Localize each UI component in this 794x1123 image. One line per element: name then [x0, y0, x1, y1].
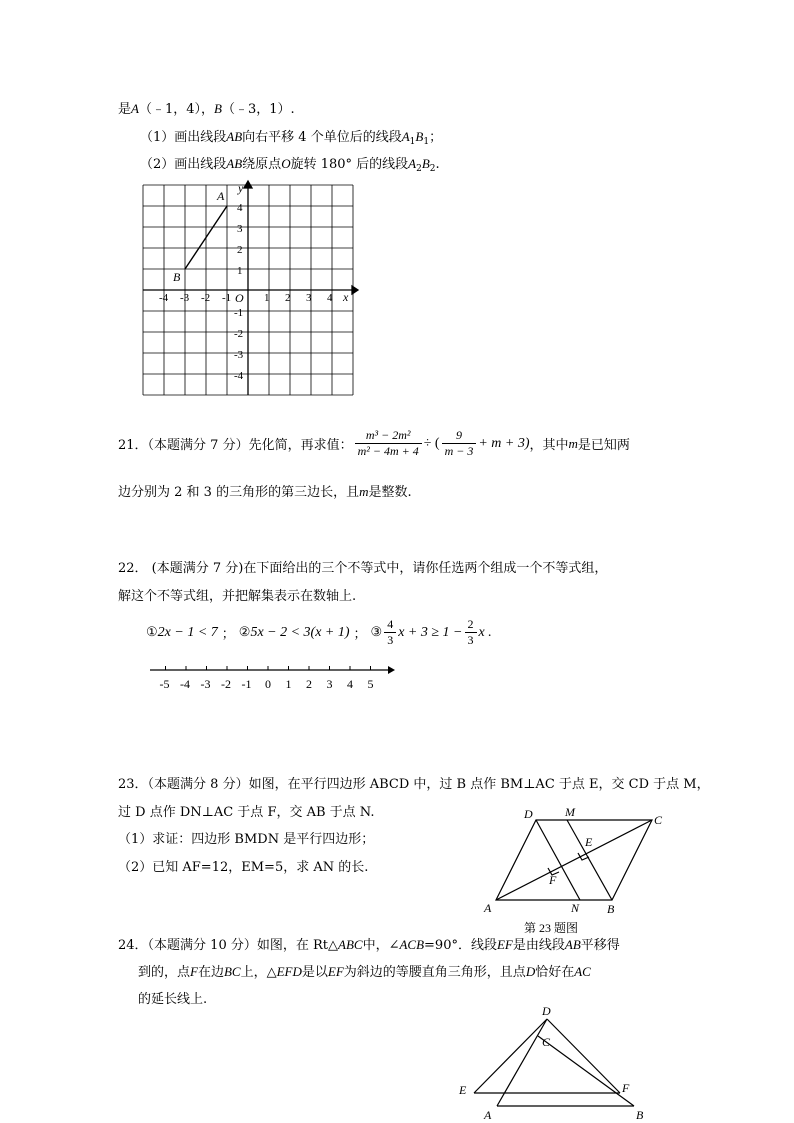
- grid-point-b-label: B: [173, 270, 181, 284]
- number-line-label: -4: [180, 677, 190, 691]
- segment-cb: [538, 1036, 634, 1106]
- q23-line1: 23．（本题满分 8 分）如图，在平行四边形 ABCD 中，过 B 点作 BM⊥AC 于点 E，交 CD 于点 M，: [118, 777, 710, 792]
- q21-fraction-2: $\frac{9}{m - 3}$: [442, 428, 477, 459]
- number-line-label: -1: [241, 677, 252, 691]
- number-line-label: 2: [306, 677, 312, 691]
- grid-y-label: y: [238, 181, 244, 195]
- q24-line1: 24．（本题满分 10 分）如图，在 Rt△ABC中，∠ACB=90°．线段EF是由线段AB平移得: [118, 937, 620, 953]
- q24-label-f: F: [622, 1081, 630, 1095]
- q23-label-n: N: [571, 901, 580, 915]
- q24-label-e: E: [459, 1083, 467, 1097]
- grid-x-tick-label: -3: [180, 292, 190, 304]
- grid-x-label: x: [343, 290, 349, 304]
- q20-part2: （2）画出线段AB绕原点O旋转 180° 后的线段$A_2B_2$.: [140, 156, 440, 174]
- grid-y-tick-label: 2: [237, 244, 243, 256]
- q21-line2: 边分别为 2 和 3 的三角形的第三边长，且m是整数.: [118, 484, 412, 500]
- grid-x-tick-label: -2: [201, 292, 211, 304]
- q24-line2: 到的，点F在边BC上，△EFD是以EF为斜边的等腰直角三角形，且点D恰好在AC: [138, 964, 591, 980]
- grid-x-tick-label: 2: [285, 292, 291, 304]
- number-line-label: 1: [285, 677, 292, 691]
- q24-label-b: B: [636, 1108, 644, 1122]
- q20-part1: （1）画出线段AB向右平移 4 个单位后的线段$A_1B_1$；: [140, 129, 443, 147]
- q24-label-a: A: [484, 1108, 492, 1122]
- grid-x-tick-label: 4: [327, 292, 333, 304]
- q21-line1: 21．（本题满分 7 分）先化简，再求值： $\frac{\text{m³ − 2m²}}{\text{m² − 4m + 4}}$ ÷ ( $\frac{9}{m - 3}$ + m + 3) ，其中 m 是已知两: [118, 428, 630, 458]
- q22-line1: 22． (本题满分 7 分)在下面给出的三个不等式中，请你任选两个组成一个不等式组，: [118, 561, 608, 576]
- q22-line2: 解这个不等式组，并把解集表示在数轴上.: [118, 589, 357, 604]
- q24-label-d: D: [542, 1004, 551, 1018]
- q23-label-a: A: [484, 901, 492, 915]
- number-line-label: -3: [200, 677, 211, 691]
- q23-label-f: F: [549, 873, 557, 887]
- grid-x-tick-label: -1: [222, 292, 232, 304]
- number-line-label: 0: [265, 677, 271, 691]
- q23-label-e: E: [585, 835, 593, 849]
- grid-y-tick-label: -2: [234, 328, 244, 340]
- q21-fraction-1: $\frac{\text{m³ − 2m²}}{\text{m² − 4m + 4}}$: [355, 428, 422, 459]
- grid-y-tick-label: 3: [237, 223, 243, 235]
- q23-label-m: M: [565, 805, 575, 819]
- q23-part2: （2）已知 AF=12，EM=5，求 AN 的长.: [118, 860, 369, 875]
- q24-label-c: C: [542, 1035, 551, 1049]
- q22-inequalities: ① 2x − 1 < 7 ； ② 5x − 2 < 3(x + 1) ； ③ $\frac{4}{3}$ x + 3 ≥ 1 − $\frac{2}{3}$ x .: [146, 617, 492, 647]
- q22-fraction-1: $\frac{4}{3}$: [384, 617, 396, 648]
- grid-point-a-label: A: [217, 189, 225, 203]
- grid-x-tick-label: 1: [264, 292, 270, 304]
- grid-y-tick-label: -3: [234, 349, 244, 361]
- number-line-label: -2: [221, 677, 231, 691]
- number-line-label: 5: [367, 677, 374, 691]
- number-line-label: 3: [326, 677, 333, 691]
- q23-label-d: D: [524, 807, 533, 821]
- q22-fraction-2: $\frac{2}{3}$: [465, 617, 477, 648]
- q23-caption: 第 23 题图: [524, 921, 579, 935]
- grid-x-tick-label: 3: [306, 292, 312, 304]
- grid-origin-label: O: [235, 291, 244, 305]
- q23-part1: （1）求证：四边形 BMDN 是平行四边形；: [118, 832, 375, 847]
- number-line-label: 4: [347, 677, 353, 691]
- grid-y-tick-label: -1: [234, 307, 244, 319]
- q23-line2: 过 D 点作 DN⊥AC 于点 F，交 AB 于点 N.: [118, 805, 375, 820]
- grid-y-tick-label: 4: [237, 202, 243, 214]
- grid-x-tick-label: -4: [159, 292, 169, 304]
- grid-y-tick-label: -4: [234, 370, 244, 382]
- q20-intro: 是A（﹣1，4），B（﹣3，1）.: [118, 101, 295, 117]
- q24-line3: 的延长线上.: [138, 992, 208, 1007]
- q23-label-c: C: [654, 813, 663, 827]
- number-line-label: -5: [159, 677, 170, 691]
- q23-label-b: B: [607, 902, 615, 916]
- grid-y-tick-label: 1: [237, 265, 243, 277]
- segment-df: [547, 1019, 620, 1093]
